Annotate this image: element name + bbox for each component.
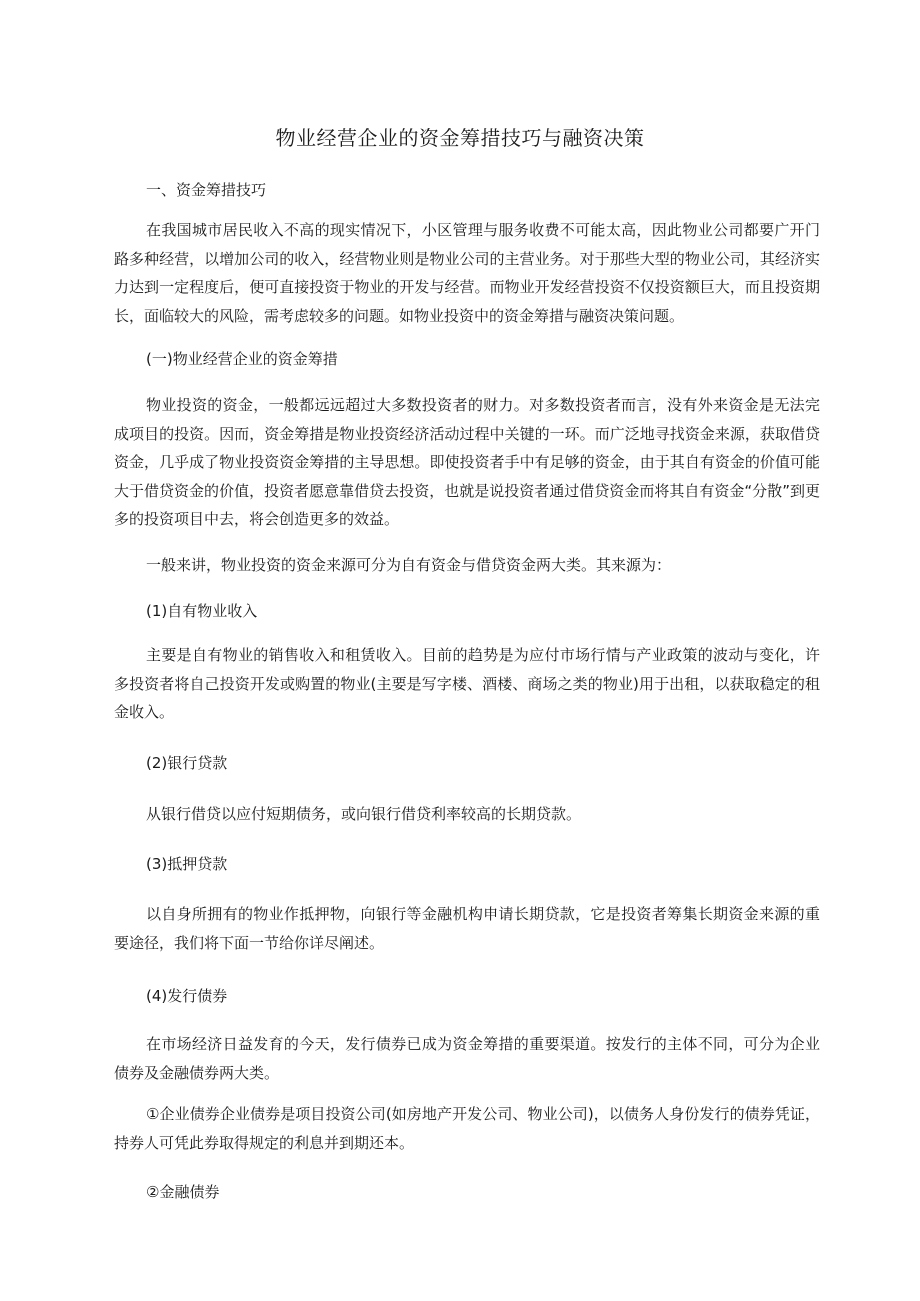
body-paragraph: 物业投资的资金，一般都远远超过大多数投资者的财力。对多数投资者而言，没有外来资金是无法完成项目的投资。因而，资金筹措是物业投资经济活动过程中关键的一环。而广泛地寻找资金来源，获取借贷资金，几乎成了物业投资资金筹措的主导思想。即使投资者手中有足够的资金，由于其自有资金的价值可能大于借贷资金的价值，投资者愿意靠借贷去投资，也就是说投资者通过借贷资金而将其自有资金“分散”到更多的投资项目中去，将会创造更多的效益。 <box>114 396 820 528</box>
body-paragraph: 在市场经济日益发育的今天，发行债券已成为资金筹措的重要渠道。按发行的主体不同，可分为企业债券及金融债券两大类。 <box>114 1035 820 1082</box>
list-heading: (1)自有物业收入 <box>146 602 258 620</box>
document-title: 物业经营企业的资金筹措技巧与融资决策 <box>275 126 645 150</box>
list-heading: (2)银行贷款 <box>146 754 228 772</box>
body-paragraph: 主要是自有物业的销售收入和租赁收入。目前的趋势是为应付市场行情与产业政策的波动与变化，许多投资者将自己投资开发或购置的物业(主要是写字楼、酒楼、商场之类的物业)用于出租，以获取稳定的租金收入。 <box>114 646 820 721</box>
body-paragraph: 以自身所拥有的物业作抵押物，向银行等金融机构申请长期贷款，它是投资者筹集长期资金来源的重要途径，我们将下面一节给你详尽阐述。 <box>114 905 820 952</box>
list-heading: (3)抵押贷款 <box>146 855 228 873</box>
subsection-heading: (一)物业经营企业的资金筹措 <box>146 350 338 368</box>
list-heading: ②金融债券 <box>146 1183 220 1201</box>
body-paragraph: 在我国城市居民收入不高的现实情况下，小区管理与服务收费不可能太高，因此物业公司都要广开门路多种经营，以增加公司的收入，经营物业则是物业公司的主营业务。对于那些大型的物业公司，其经济实力达到一定程度后，便可直接投资于物业的开发与经营。而物业开发经营投资不仅投资额巨大，而且投资期长，面临较大的风险，需考虑较多的问题。如物业投资中的资金筹措与融资决策问题。 <box>114 221 820 325</box>
body-paragraph: ①企业债券企业债券是项目投资公司(如房地产开发公司、物业公司)，以债务人身份发行的债券凭证，持券人可凭此券取得规定的利息并到期还本。 <box>114 1105 820 1152</box>
list-heading: (4)发行债券 <box>146 987 228 1005</box>
body-paragraph: 一般来讲，物业投资的资金来源可分为自有资金与借贷资金两大类。其来源为： <box>146 556 672 574</box>
section-heading-1: 一、资金筹措技巧 <box>146 181 267 199</box>
body-paragraph: 从银行借贷以应付短期债务，或向银行借贷利率较高的长期贷款。 <box>146 805 582 823</box>
